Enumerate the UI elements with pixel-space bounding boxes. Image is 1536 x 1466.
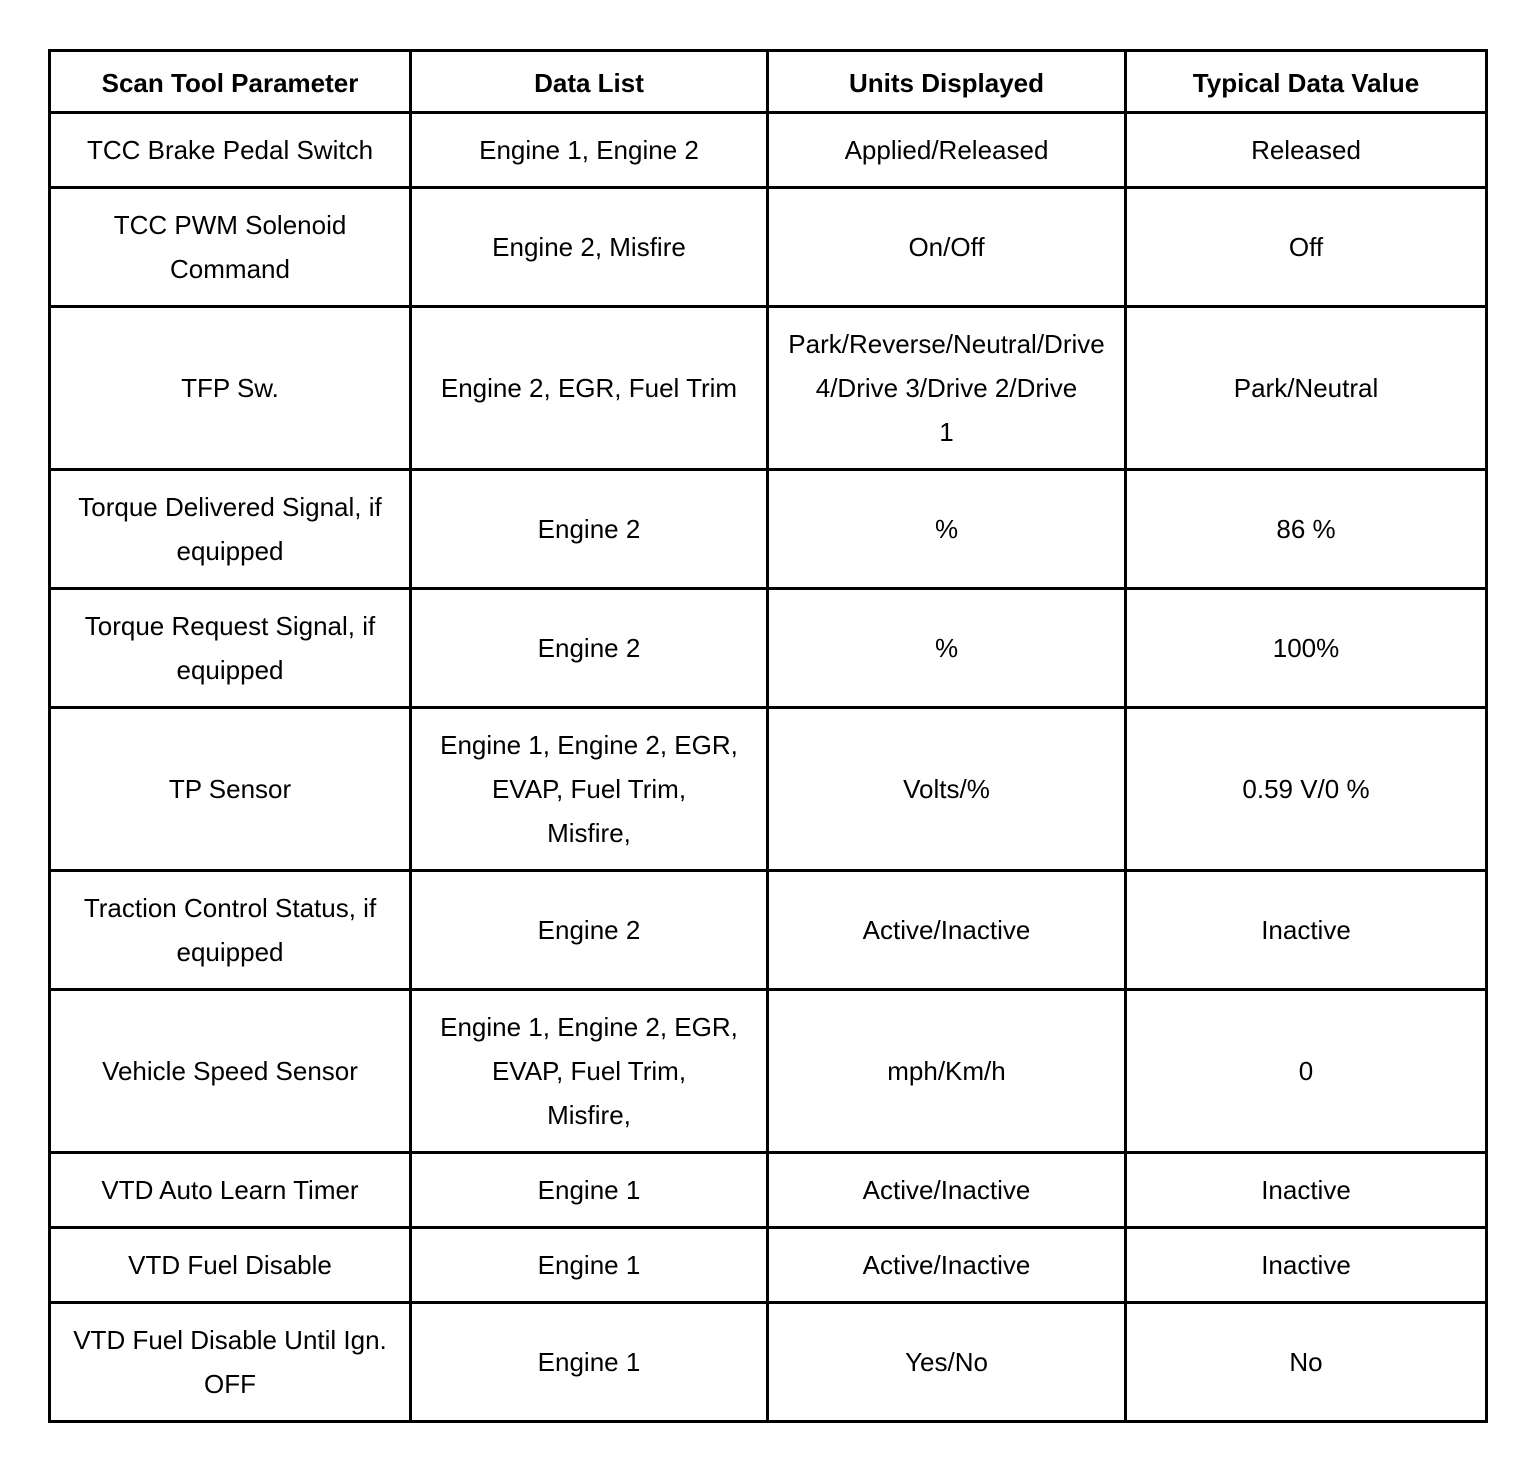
header-typical-data-value: Typical Data Value xyxy=(1126,51,1487,113)
cell-parameter: TFP Sw. xyxy=(50,307,411,470)
table-header xyxy=(50,51,1487,113)
cell-data-list: Engine 1, Engine 2, EGR, EVAP, Fuel Trim, Misfire, xyxy=(411,708,768,871)
cell-typical-value: Inactive xyxy=(1126,1228,1487,1303)
cell-typical-value: Off xyxy=(1126,188,1487,307)
cell-parameter: Traction Control Status, if equipped xyxy=(50,871,411,990)
cell-data-list: Engine 1, Engine 2, EGR, EVAP, Fuel Trim, Misfire, xyxy=(411,990,768,1153)
cell-typical-value: No xyxy=(1126,1303,1487,1422)
cell-units: Active/Inactive xyxy=(768,1153,1126,1228)
cell-data-list: Engine 1 xyxy=(411,1303,768,1422)
cell-data-list: Engine 2 xyxy=(411,871,768,990)
cell-typical-value: 0.59 V/0 % xyxy=(1126,708,1487,871)
header-row xyxy=(50,51,1487,113)
table-row xyxy=(50,113,1487,188)
table-row xyxy=(50,990,1487,1153)
cell-data-list: Engine 2 xyxy=(411,589,768,708)
cell-units: Park/Reverse/Neutral/Drive 4/Drive 3/Drive 2/Drive 1 xyxy=(768,307,1126,470)
cell-parameter: Torque Delivered Signal, if equipped xyxy=(50,470,411,589)
cell-data-list: Engine 1 xyxy=(411,1153,768,1228)
cell-data-list: Engine 2 xyxy=(411,470,768,589)
table-row xyxy=(50,1153,1487,1228)
cell-units: mph/Km/h xyxy=(768,990,1126,1153)
cell-data-list: Engine 1, Engine 2 xyxy=(411,113,768,188)
cell-parameter: TCC PWM Solenoid Command xyxy=(50,188,411,307)
cell-data-list: Engine 2, Misfire xyxy=(411,188,768,307)
cell-data-list: Engine 2, EGR, Fuel Trim xyxy=(411,307,768,470)
cell-typical-value: Park/Neutral xyxy=(1126,307,1487,470)
cell-units: Yes/No xyxy=(768,1303,1126,1422)
header-units-displayed: Units Displayed xyxy=(768,51,1126,113)
cell-parameter: VTD Fuel Disable xyxy=(50,1228,411,1303)
cell-units: On/Off xyxy=(768,188,1126,307)
cell-typical-value: 86 % xyxy=(1126,470,1487,589)
table-row xyxy=(50,589,1487,708)
table-row xyxy=(50,871,1487,990)
cell-typical-value: Inactive xyxy=(1126,1153,1487,1228)
table-row xyxy=(50,708,1487,871)
cell-data-list: Engine 1 xyxy=(411,1228,768,1303)
table-row xyxy=(50,307,1487,470)
table-row xyxy=(50,188,1487,307)
table-row xyxy=(50,1303,1487,1422)
cell-typical-value: 100% xyxy=(1126,589,1487,708)
cell-units: Volts/% xyxy=(768,708,1126,871)
table-body xyxy=(50,113,1487,1422)
cell-parameter: Vehicle Speed Sensor xyxy=(50,990,411,1153)
scan-tool-data-table xyxy=(48,49,1488,1423)
table-row xyxy=(50,1228,1487,1303)
cell-units: % xyxy=(768,589,1126,708)
header-scan-tool-parameter: Scan Tool Parameter xyxy=(50,51,411,113)
cell-units: % xyxy=(768,470,1126,589)
cell-units: Active/Inactive xyxy=(768,1228,1126,1303)
cell-parameter: VTD Fuel Disable Until Ign. OFF xyxy=(50,1303,411,1422)
cell-parameter: Torque Request Signal, if equipped xyxy=(50,589,411,708)
cell-parameter: VTD Auto Learn Timer xyxy=(50,1153,411,1228)
cell-units: Active/Inactive xyxy=(768,871,1126,990)
cell-parameter: TCC Brake Pedal Switch xyxy=(50,113,411,188)
cell-typical-value: 0 xyxy=(1126,990,1487,1153)
table-row xyxy=(50,470,1487,589)
cell-typical-value: Inactive xyxy=(1126,871,1487,990)
cell-parameter: TP Sensor xyxy=(50,708,411,871)
cell-typical-value: Released xyxy=(1126,113,1487,188)
header-data-list: Data List xyxy=(411,51,768,113)
cell-units: Applied/Released xyxy=(768,113,1126,188)
